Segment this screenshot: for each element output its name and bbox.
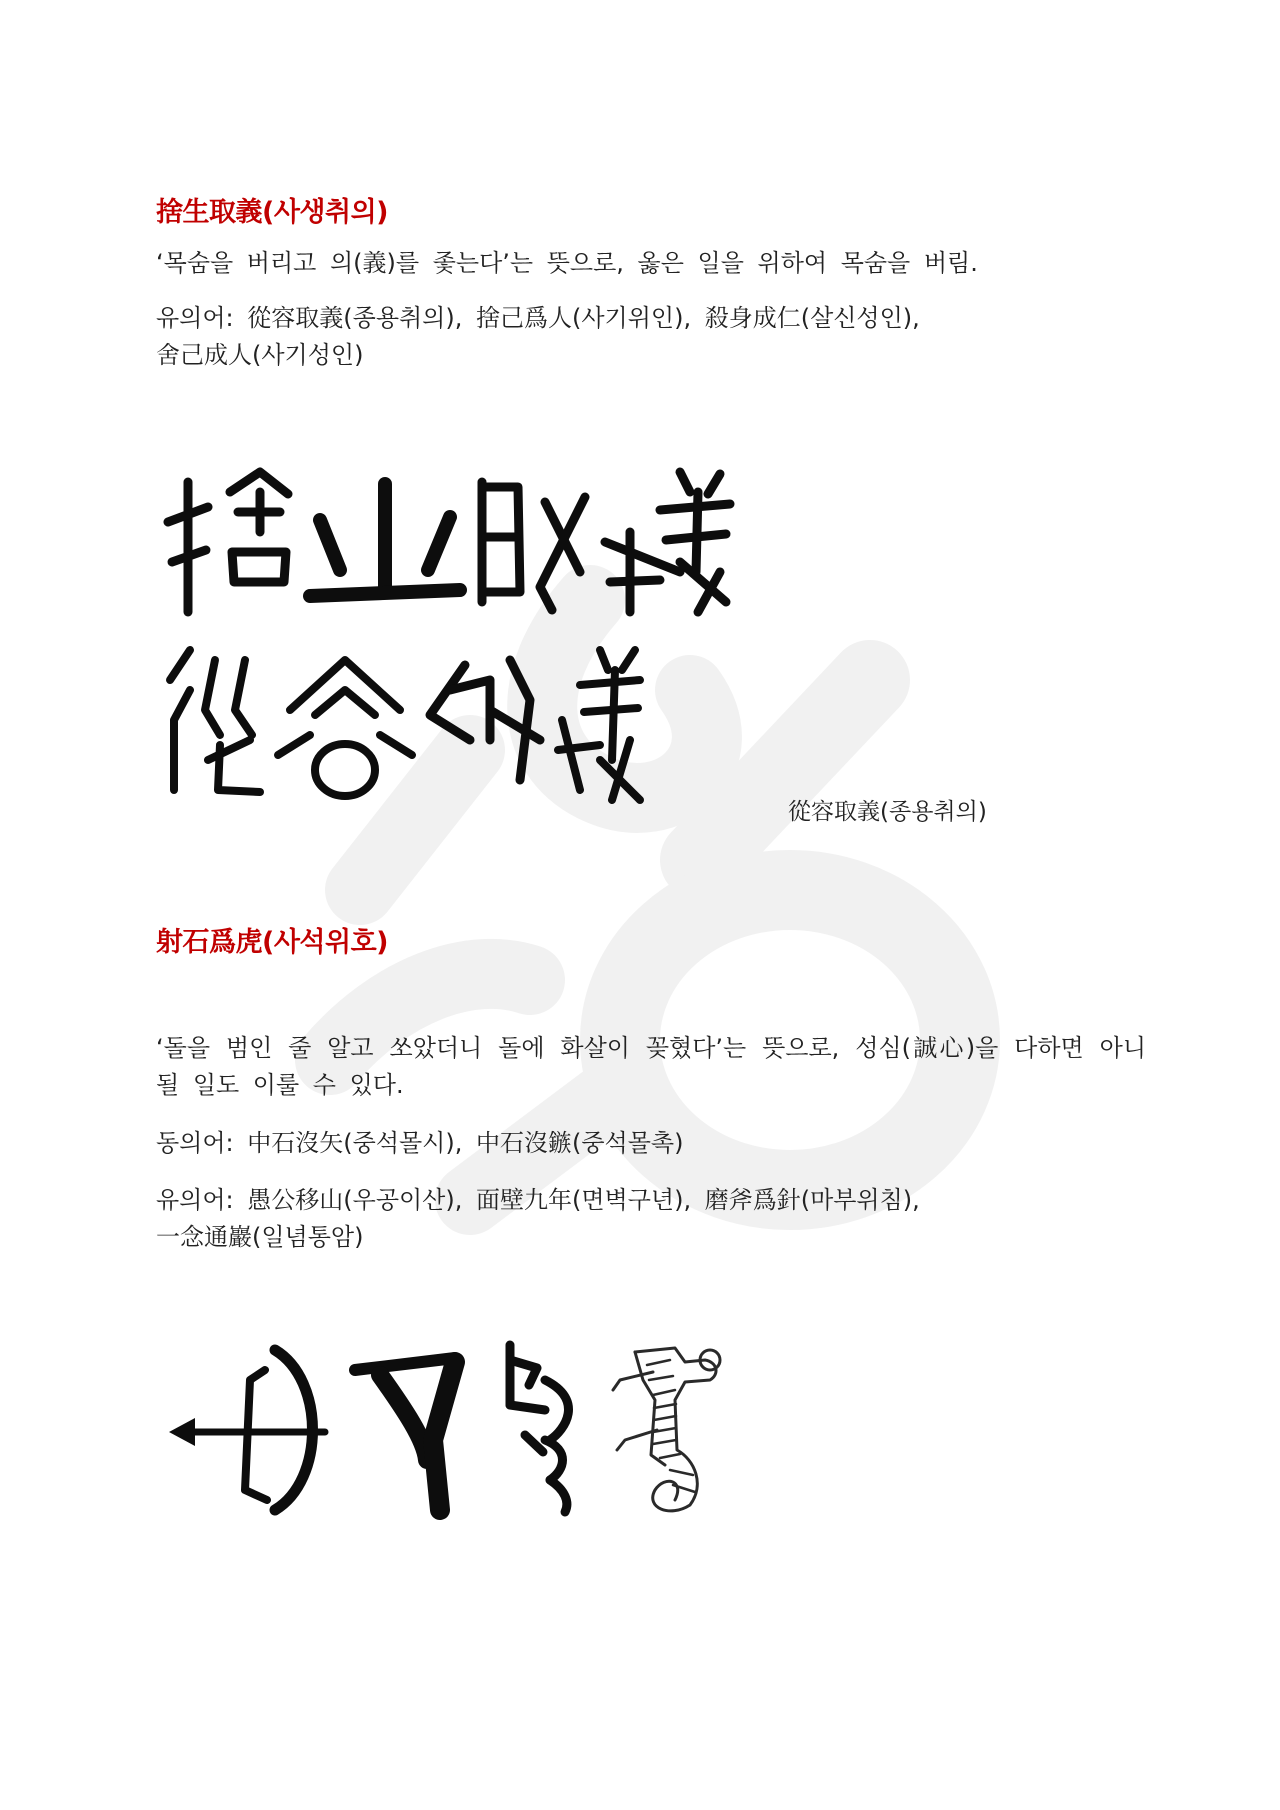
oracle-glyphs-caption: 從容取義(종용취의) bbox=[788, 799, 987, 825]
oracle-glyph-yi-icon bbox=[605, 472, 730, 612]
oracle-glyphs-row-2 bbox=[160, 640, 740, 810]
section2-meaning-line1: ‘돌을 범인 줄 알고 쏘았더니 돌에 화살이 꽂혔다’는 뜻으로, 성심(誠心)을 다하면 아니 bbox=[156, 1034, 1146, 1062]
section1-similar-line2: 舍己成人(사기성인) bbox=[156, 341, 364, 369]
oracle-glyph-qu-icon bbox=[482, 482, 585, 610]
oracle-glyph-wei-icon bbox=[510, 1345, 568, 1512]
oracle-glyph-cong-icon bbox=[170, 650, 260, 792]
section2-meaning-line2: 될 일도 이룰 수 있다. bbox=[156, 1071, 404, 1099]
oracle-glyph-sheng-icon bbox=[310, 484, 460, 596]
oracle-glyph-yi2-icon bbox=[558, 650, 640, 800]
oracle-glyph-qu2-icon bbox=[430, 660, 540, 780]
section1-meaning: ‘목숨을 버리고 의(義)를 좇는다’는 뜻으로, 옳은 일을 위하여 목숨을 버림. bbox=[156, 249, 978, 277]
oracle-glyph-shi-stone-icon bbox=[355, 1358, 455, 1510]
section1-similar-line1: 유의어: 從容取義(종용취의), 捨己爲人(사기위인), 殺身成仁(살신성인), bbox=[156, 304, 920, 332]
section1-title: 捨生取義(사생취의) bbox=[156, 197, 389, 228]
oracle-glyph-rong-icon bbox=[278, 660, 412, 796]
oracle-glyphs-row-3 bbox=[165, 1340, 765, 1520]
section2-title: 射石爲虎(사석위호) bbox=[156, 927, 389, 958]
oracle-glyphs-row-1 bbox=[160, 462, 740, 622]
section2-synonym: 동의어: 中石沒矢(중석몰시), 中石沒鏃(중석몰촉) bbox=[156, 1129, 684, 1157]
section2-similar-line2: 一念通巖(일념통암) bbox=[156, 1223, 364, 1251]
oracle-glyph-she-bow-icon bbox=[169, 1350, 325, 1510]
oracle-glyph-hu-tiger-icon bbox=[613, 1348, 720, 1511]
section2-similar-line1: 유의어: 愚公移山(우공이산), 面壁九年(면벽구년), 磨斧爲針(마부위침), bbox=[156, 1186, 920, 1214]
oracle-glyph-she-icon bbox=[168, 472, 288, 612]
